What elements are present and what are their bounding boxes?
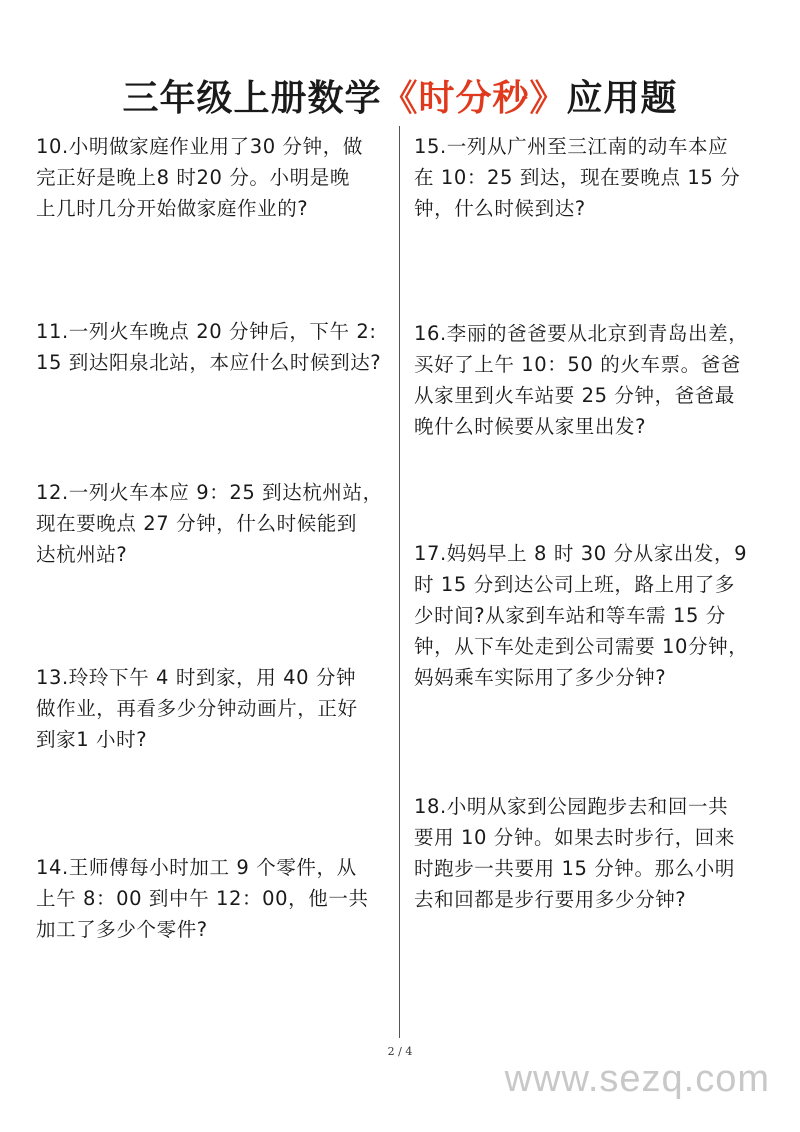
question-line: 钟，从下车处走到公司需要 10分钟， (414, 635, 749, 658)
question-line: 妈妈乘车实际用了多少分钟? (414, 666, 667, 689)
question-15 (414, 131, 740, 224)
question-line: 到家1 小时? (36, 728, 148, 751)
question-line: 15 到达阳泉北站，本应什么时候到达? (36, 351, 382, 374)
question-14 (36, 852, 369, 945)
watermark: www.sezq.com (504, 1058, 770, 1100)
question-line: 加工了多少个零件? (36, 918, 208, 941)
question-16 (414, 318, 748, 442)
question-line: 晚什么时候要从家里出发? (414, 415, 647, 438)
question-line: 14.王师傅每小时加工 9 个零件，从 (36, 856, 357, 879)
question-line: 完正好是晚上8 时20 分。小明是晚 (36, 166, 350, 189)
question-line: 去和回都是步行要用多少分钟? (414, 888, 687, 911)
question-line: 13.玲玲下午 4 时到家，用 40 分钟 (36, 666, 357, 689)
page-number: 2 / 4 (387, 1045, 413, 1058)
question-line: 达杭州站? (36, 543, 128, 566)
column-divider (399, 126, 400, 1038)
question-line: 现在要晚点 27 分钟，什么时候能到 (36, 512, 358, 535)
question-line: 在 10：25 到达，现在要晚点 15 分 (414, 166, 741, 189)
question-10 (36, 131, 363, 224)
question-line: 时跑步一共要用 15 分钟。那么小明 (414, 857, 736, 880)
question-line: 11.一列火车晚点 20 分钟后，下午 2: (36, 320, 377, 343)
question-line: 18.小明从家到公园跑步去和回一共 (414, 795, 729, 818)
question-line: 要用 10 分钟。如果去时步行，回来 (414, 826, 736, 849)
question-13 (36, 662, 358, 755)
question-line: 12.一列火车本应 9：25 到达杭州站， (36, 481, 383, 504)
question-11 (36, 316, 381, 378)
title-highlight: 《时分秒》 (381, 78, 567, 119)
question-line: 买好了上午 10：50 的火车票。爸爸 (414, 353, 741, 376)
question-line: 做作业，再看多少分钟动画片，正好 (36, 697, 358, 720)
question-line: 从家里到火车站要 25 分钟，爸爸最 (414, 384, 736, 407)
question-line: 钟，什么时候到达? (414, 197, 586, 220)
question-12 (36, 477, 383, 570)
question-line: 少时间?从家到车站和等车需 15 分 (414, 604, 726, 627)
question-line: 16.李丽的爸爸要从北京到青岛出差， (414, 322, 749, 345)
question-line: 15.一列从广州至三江南的动车本应 (414, 135, 729, 158)
question-line: 上午 8：00 到中午 12：00，他一共 (36, 887, 369, 910)
question-line: 上几时几分开始做家庭作业的? (36, 197, 309, 220)
question-line: 17.妈妈早上 8 时 30 分从家出发，9 (414, 542, 748, 565)
question-18 (414, 791, 735, 915)
question-line: 时 15 分到达公司上班，路上用了多 (414, 573, 736, 596)
title-prefix: 三年级上册数学 (122, 78, 382, 119)
title-suffix: 应用题 (566, 78, 678, 119)
page-title (0, 74, 800, 124)
question-line: 10.小明做家庭作业用了30 分钟，做 (36, 135, 363, 158)
question-17 (414, 538, 748, 693)
